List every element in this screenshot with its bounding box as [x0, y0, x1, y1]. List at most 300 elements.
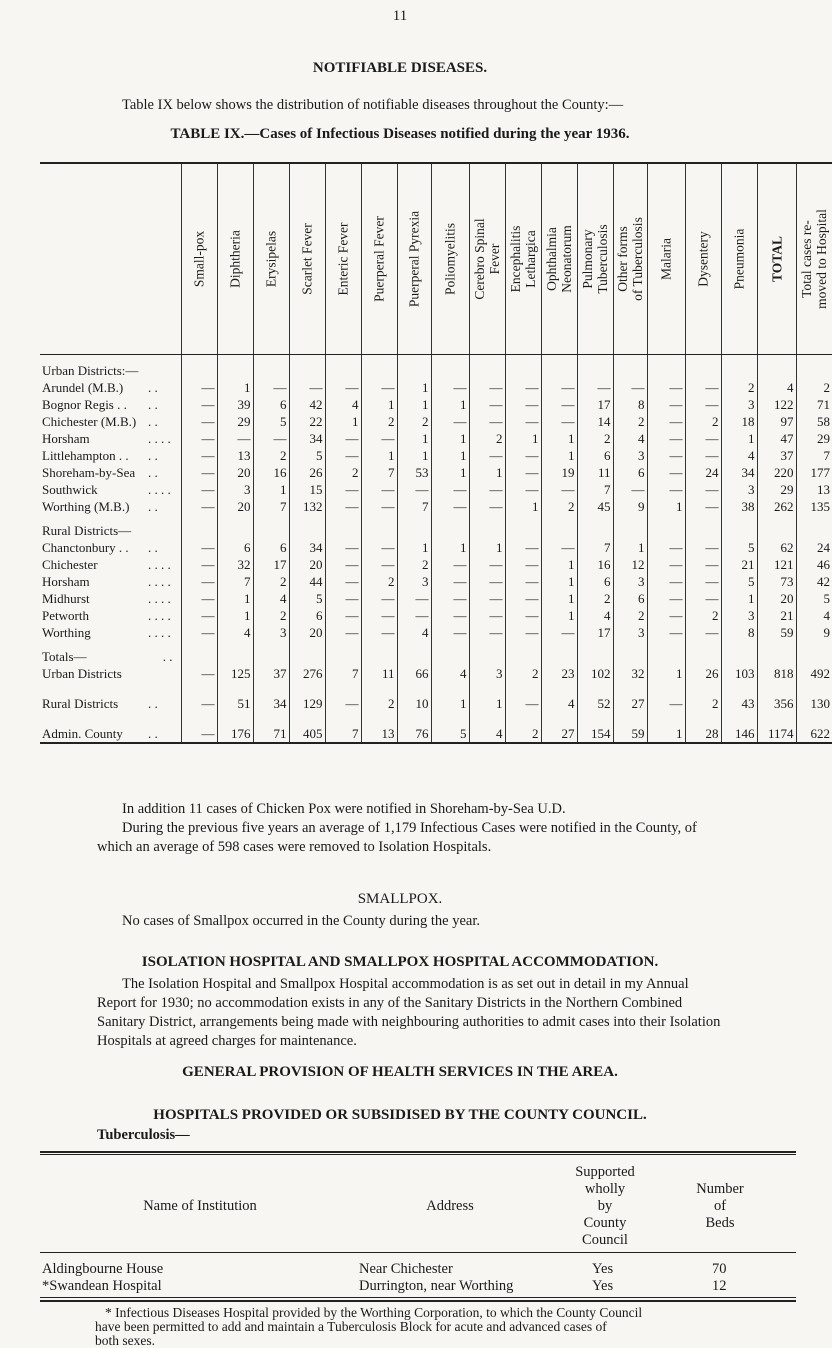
- table-cell: —: [361, 590, 397, 607]
- institution-header-name: Name of Institution: [143, 1198, 257, 1214]
- table-cell: 1: [505, 498, 541, 515]
- table-cell: —: [361, 481, 397, 498]
- table-cell: —: [685, 539, 721, 556]
- empty-cell: [757, 641, 796, 665]
- table-cell: 11: [361, 665, 397, 682]
- table-cell: 1: [541, 590, 577, 607]
- table-cell: 1: [647, 712, 685, 743]
- district-name: Admin. County: [40, 712, 146, 743]
- table-cell: 1: [397, 379, 431, 396]
- table-cell: 622: [796, 712, 832, 743]
- table-cell: 2: [253, 573, 289, 590]
- table-cell: —: [431, 624, 469, 641]
- leader-dots: . . . .: [148, 482, 171, 497]
- table-cell: —: [505, 396, 541, 413]
- disease-column-header-text: Neonatorum: [559, 225, 574, 293]
- empty-cell: [796, 641, 832, 665]
- table-cell: 71: [253, 712, 289, 743]
- table-cell: 129: [289, 682, 325, 712]
- table-cell: 6: [577, 447, 613, 464]
- empty-cell: [397, 515, 431, 539]
- disease-column-header-text: Tuberculosis: [595, 224, 610, 294]
- empty-cell: [361, 515, 397, 539]
- table-cell: 2: [577, 430, 613, 447]
- table-cell: 34: [721, 464, 757, 481]
- table-cell: —: [469, 447, 505, 464]
- leader-dots: . .: [162, 649, 173, 664]
- disease-column-header: [217, 163, 253, 355]
- table-cell: —: [685, 430, 721, 447]
- empty-cell: [431, 641, 469, 665]
- section-heading-row: [40, 641, 832, 665]
- disease-column-header-text: of Tuberculosis: [630, 217, 645, 301]
- table-cell: 17: [577, 624, 613, 641]
- leader-dots: . . . .: [148, 625, 171, 640]
- table-cell: 2: [613, 607, 647, 624]
- empty-cell: [613, 515, 647, 539]
- table-cell: 1: [541, 607, 577, 624]
- empty-cell: [721, 355, 757, 380]
- leader-dots: . .: [148, 540, 158, 555]
- table-cell: —: [685, 590, 721, 607]
- table-cell: 21: [721, 556, 757, 573]
- table-cell: 3: [217, 481, 253, 498]
- table-cell: —: [541, 379, 577, 396]
- table-cell: —: [361, 556, 397, 573]
- disease-column-header-text: Poliomyelitis: [442, 222, 458, 296]
- table-cell: —: [361, 539, 397, 556]
- table-cell: —: [505, 573, 541, 590]
- empty-cell: [397, 355, 431, 380]
- table-cell: 3: [397, 573, 431, 590]
- table-cell: —: [325, 573, 361, 590]
- empty-cell: [217, 355, 253, 380]
- table-cell: 2: [685, 413, 721, 430]
- disease-column-header: [613, 163, 647, 355]
- smallpox-heading: SMALLPOX.: [357, 891, 443, 907]
- table-cell: 22: [289, 413, 325, 430]
- table-cell: 176: [217, 712, 253, 743]
- table-cell: 2: [577, 590, 613, 607]
- table-cell: —: [431, 590, 469, 607]
- section-heading: Urban Districts:—: [42, 363, 139, 378]
- empty-cell: [325, 355, 361, 380]
- table-cell: 43: [721, 682, 757, 712]
- table-cell: 1: [541, 556, 577, 573]
- table-cell: 6: [253, 539, 289, 556]
- table-cell: 3: [721, 396, 757, 413]
- table-cell: —: [505, 464, 541, 481]
- table-cell: 59: [613, 712, 647, 743]
- table-cell: 2: [325, 464, 361, 481]
- table-cell: 135: [796, 498, 832, 515]
- empty-cell: [431, 355, 469, 380]
- leader-dots: . . . .: [148, 557, 171, 572]
- table-row: [40, 682, 832, 712]
- disease-table: [40, 162, 832, 744]
- intro-text: Table IX below shows the distribution of notifiable diseases throughout the County:—: [122, 97, 624, 113]
- empty-cell: [181, 641, 217, 665]
- table-cell: —: [647, 413, 685, 430]
- table-cell: —: [685, 573, 721, 590]
- table-cell: —: [469, 396, 505, 413]
- table-cell: —: [181, 573, 217, 590]
- table-cell: 51: [217, 682, 253, 712]
- empty-cell: [361, 355, 397, 380]
- general-provision-heading: GENERAL PROVISION OF HEALTH SERVICES IN THE AREA.: [182, 1064, 618, 1080]
- table-cell: —: [505, 413, 541, 430]
- table-cell: —: [181, 498, 217, 515]
- table-cell: 4: [253, 590, 289, 607]
- table-cell: 7: [217, 573, 253, 590]
- table-cell: 7: [325, 712, 361, 743]
- table-cell: 44: [289, 573, 325, 590]
- table-cell: 1: [325, 413, 361, 430]
- disease-column-header: [721, 163, 757, 355]
- table-row: [40, 379, 832, 396]
- leader-dots: . . . .: [148, 574, 171, 589]
- table-cell: —: [325, 379, 361, 396]
- disease-column-header: [505, 163, 541, 355]
- section-heading: Rural Districts—: [42, 523, 132, 538]
- table-cell: 7: [577, 539, 613, 556]
- table-cell: 1: [721, 590, 757, 607]
- table-row: [40, 556, 832, 573]
- empty-cell: [577, 641, 613, 665]
- empty-cell: [685, 515, 721, 539]
- table-cell: —: [181, 481, 217, 498]
- table-cell: 5: [289, 447, 325, 464]
- disease-column-header-text: Enteric Fever: [335, 222, 351, 296]
- table-cell: 21: [757, 607, 796, 624]
- table-cell: —: [541, 396, 577, 413]
- table-cell: —: [685, 396, 721, 413]
- table-cell: —: [181, 665, 217, 682]
- empty-cell: [181, 355, 217, 380]
- disease-column-header: [253, 163, 289, 355]
- leader-dots: . .: [148, 414, 158, 429]
- table-cell: 52: [577, 682, 613, 712]
- district-name: Worthing (M.B.): [42, 499, 130, 514]
- institution-header-supported: [560, 1164, 650, 1249]
- institution-table-bottom-rule: [40, 1297, 796, 1298]
- table-cell: —: [181, 556, 217, 573]
- table-cell: 1: [647, 665, 685, 682]
- table-cell: —: [647, 464, 685, 481]
- table-cell: —: [685, 556, 721, 573]
- disease-column-header-text: Encephalitis: [508, 225, 523, 293]
- table-cell: 29: [796, 430, 832, 447]
- empty-cell: [613, 641, 647, 665]
- table-cell: 1: [397, 447, 431, 464]
- table-cell: 818: [757, 665, 796, 682]
- leader-dots: . .: [148, 380, 158, 395]
- disease-column-header: [361, 163, 397, 355]
- table-cell: 34: [289, 539, 325, 556]
- institution-table-bottom-rule-inner: [40, 1300, 796, 1302]
- leader-dots: . . . .: [148, 591, 171, 606]
- table-cell: —: [431, 498, 469, 515]
- district-name: Worthing: [42, 625, 91, 640]
- table-cell: 26: [289, 464, 325, 481]
- disease-column-header-text: Small-pox: [191, 230, 207, 288]
- table-cell: —: [685, 379, 721, 396]
- district-name: Chanctonbury . .: [42, 540, 129, 555]
- table-cell: 5: [289, 590, 325, 607]
- disease-column-header: [577, 163, 613, 355]
- table-cell: 1: [469, 464, 505, 481]
- table-cell: —: [647, 396, 685, 413]
- table-cell: 3: [613, 447, 647, 464]
- table-cell: —: [181, 712, 217, 743]
- table-cell: 47: [757, 430, 796, 447]
- supported-header-line: Council: [582, 1232, 628, 1248]
- table-cell: 262: [757, 498, 796, 515]
- empty-cell: [253, 641, 289, 665]
- supported-header-line: by: [597, 1198, 613, 1214]
- table-cell: 16: [577, 556, 613, 573]
- table-cell: —: [505, 481, 541, 498]
- empty-cell: [721, 515, 757, 539]
- table-cell: 13: [796, 481, 832, 498]
- table-cell: 39: [217, 396, 253, 413]
- table-cell: 4: [431, 665, 469, 682]
- footnote-line-2: have been permitted to add and maintain a Tuberculosis Block for acute and advanced cases of: [95, 1319, 607, 1334]
- table-cell: —: [469, 590, 505, 607]
- table-cell: 32: [613, 665, 647, 682]
- leader-dots: . .: [146, 712, 181, 743]
- table-cell: 2: [361, 573, 397, 590]
- table-cell: 2: [253, 607, 289, 624]
- table-cell: 2: [253, 447, 289, 464]
- table-cell: —: [361, 607, 397, 624]
- disease-column-header: [325, 163, 361, 355]
- empty-cell: [325, 641, 361, 665]
- table-cell: 4: [613, 430, 647, 447]
- empty-cell: [505, 355, 541, 380]
- table-cell: —: [469, 379, 505, 396]
- table-cell: —: [685, 498, 721, 515]
- table-cell: 125: [217, 665, 253, 682]
- table-cell: 276: [289, 665, 325, 682]
- empty-cell: [361, 641, 397, 665]
- isolation-line-2: Report for 1930; no accommodation exists in any of the Sanitary Districts in the Northern Combined: [97, 995, 683, 1011]
- table-cell: 6: [613, 590, 647, 607]
- empty-cell: [253, 515, 289, 539]
- disease-column-header: [685, 163, 721, 355]
- table-cell: 5: [721, 539, 757, 556]
- table-cell: —: [505, 556, 541, 573]
- disease-column-header-text: Puerperal Pyrexia: [406, 210, 422, 308]
- table-cell: —: [325, 607, 361, 624]
- table-cell: 62: [757, 539, 796, 556]
- empty-cell: [541, 641, 577, 665]
- table-cell: —: [577, 379, 613, 396]
- table-cell: 6: [289, 607, 325, 624]
- table-cell: —: [685, 481, 721, 498]
- district-name: Horsham: [42, 574, 90, 589]
- district-name: Rural Districts: [42, 696, 119, 711]
- table-cell: 19: [541, 464, 577, 481]
- empty-cell: [469, 355, 505, 380]
- table-caption: TABLE IX.—Cases of Infectious Diseases notified during the year 1936.: [170, 126, 630, 142]
- table-cell: 103: [721, 665, 757, 682]
- empty-cell: [431, 515, 469, 539]
- disease-column-header-text: Lethargica: [523, 230, 538, 288]
- disease-column-header-text: Erysipelas: [263, 230, 279, 288]
- empty-cell: [685, 355, 721, 380]
- table-cell: —: [181, 413, 217, 430]
- table-cell: 73: [757, 573, 796, 590]
- table-cell: —: [361, 498, 397, 515]
- table-cell: —: [541, 413, 577, 430]
- table-cell: 4: [325, 396, 361, 413]
- table-cell: —: [541, 539, 577, 556]
- beds-header-line: Beds: [705, 1215, 735, 1231]
- empty-cell: [647, 641, 685, 665]
- table-cell: 5: [721, 573, 757, 590]
- tuberculosis-heading: Tuberculosis—: [97, 1127, 190, 1143]
- table-row: [40, 590, 832, 607]
- table-cell: —: [647, 481, 685, 498]
- empty-cell: [469, 515, 505, 539]
- disease-column-header: [541, 163, 577, 355]
- table-cell: 27: [541, 712, 577, 743]
- leader-dots: . .: [148, 397, 158, 412]
- table-cell: 2: [685, 607, 721, 624]
- table-cell: 17: [253, 556, 289, 573]
- empty-cell: [796, 515, 832, 539]
- table-cell: —: [431, 379, 469, 396]
- table-cell: 20: [757, 590, 796, 607]
- empty-cell: [505, 515, 541, 539]
- table-cell: 4: [541, 682, 577, 712]
- disease-column-header-text: Scarlet Fever: [299, 223, 315, 295]
- table-cell: 14: [577, 413, 613, 430]
- table-cell: 59: [757, 624, 796, 641]
- table-cell: —: [647, 624, 685, 641]
- institution-name: *Swandean Hospital: [42, 1278, 162, 1294]
- empty-cell: [577, 355, 613, 380]
- table-cell: 146: [721, 712, 757, 743]
- footnote-line-1: * Infectious Diseases Hospital provided by the Worthing Corporation, to which the County Council: [105, 1305, 643, 1320]
- table-cell: 42: [796, 573, 832, 590]
- table-cell: —: [181, 624, 217, 641]
- institution-address: Durrington, near Worthing: [359, 1278, 514, 1294]
- table-cell: 6: [577, 573, 613, 590]
- district-name: Shoreham-by-Sea: [42, 465, 136, 480]
- table-cell: 27: [613, 682, 647, 712]
- table-cell: —: [647, 447, 685, 464]
- beds-header-line: of: [713, 1198, 727, 1214]
- supported-header-line: County: [583, 1215, 627, 1231]
- table-cell: —: [325, 430, 361, 447]
- table-cell: 37: [757, 447, 796, 464]
- note-line-3: which an average of 598 cases were removed to Isolation Hospitals.: [97, 839, 492, 855]
- table-cell: —: [647, 379, 685, 396]
- institution-beds: 12: [712, 1278, 727, 1294]
- table-cell: 10: [397, 682, 431, 712]
- table-cell: 34: [253, 682, 289, 712]
- table-cell: 1: [397, 396, 431, 413]
- table-cell: 102: [577, 665, 613, 682]
- table-cell: 26: [685, 665, 721, 682]
- table-cell: 8: [721, 624, 757, 641]
- table-cell: 8: [613, 396, 647, 413]
- table-cell: 2: [397, 556, 431, 573]
- table-row: [40, 498, 832, 515]
- disease-column-header-text: Ophthalmia: [544, 227, 559, 291]
- table-cell: 5: [431, 712, 469, 743]
- disease-column-header: [181, 163, 217, 355]
- table-cell: 20: [217, 498, 253, 515]
- table-cell: 16: [253, 464, 289, 481]
- note-line-2: During the previous five years an average of 1,179 Infectious Cases were notified in the County, of: [122, 820, 697, 836]
- table-cell: 17: [577, 396, 613, 413]
- table-cell: —: [505, 607, 541, 624]
- district-header: [40, 163, 146, 355]
- table-cell: —: [325, 539, 361, 556]
- smallpox-text: No cases of Smallpox occurred in the County during the year.: [122, 913, 480, 929]
- table-row: [40, 464, 832, 481]
- table-cell: —: [181, 682, 217, 712]
- isolation-line-3: Sanitary District, arrangements being made with neighbouring authorities to admit cases into their Isolation: [97, 1014, 721, 1030]
- district-name: Petworth: [42, 608, 89, 623]
- table-cell: 97: [757, 413, 796, 430]
- institution-supported: Yes: [592, 1261, 614, 1277]
- table-cell: 1: [541, 447, 577, 464]
- empty-cell: [253, 355, 289, 380]
- table-cell: —: [397, 590, 431, 607]
- institution-supported: Yes: [592, 1278, 614, 1294]
- table-cell: 220: [757, 464, 796, 481]
- table-cell: 2: [505, 712, 541, 743]
- table-cell: —: [647, 430, 685, 447]
- institution-address: Near Chichester: [359, 1261, 453, 1277]
- table-cell: 3: [613, 573, 647, 590]
- table-cell: 53: [397, 464, 431, 481]
- table-cell: —: [469, 556, 505, 573]
- table-cell: 1: [647, 498, 685, 515]
- table-cell: 3: [613, 624, 647, 641]
- table-header-row: [40, 163, 832, 355]
- supported-header-line: Supported: [575, 1164, 635, 1180]
- table-cell: 2: [541, 498, 577, 515]
- table-cell: 13: [217, 447, 253, 464]
- table-row: [40, 396, 832, 413]
- table-cell: —: [431, 413, 469, 430]
- table-cell: 7: [577, 481, 613, 498]
- table-cell: —: [505, 447, 541, 464]
- table-cell: 1: [431, 447, 469, 464]
- institution-table-header-rule: [40, 1252, 796, 1253]
- section-heading: Totals—: [42, 649, 87, 664]
- table-cell: —: [541, 481, 577, 498]
- table-cell: 29: [757, 481, 796, 498]
- table-cell: —: [469, 481, 505, 498]
- table-cell: —: [613, 379, 647, 396]
- table-cell: 1: [469, 682, 505, 712]
- table-cell: 34: [289, 430, 325, 447]
- table-cell: 1: [431, 430, 469, 447]
- table-cell: 58: [796, 413, 832, 430]
- table-cell: 9: [613, 498, 647, 515]
- table-cell: 4: [397, 624, 431, 641]
- disease-column-header: [469, 163, 505, 355]
- table-cell: —: [289, 379, 325, 396]
- table-cell: 1: [541, 573, 577, 590]
- table-cell: 45: [577, 498, 613, 515]
